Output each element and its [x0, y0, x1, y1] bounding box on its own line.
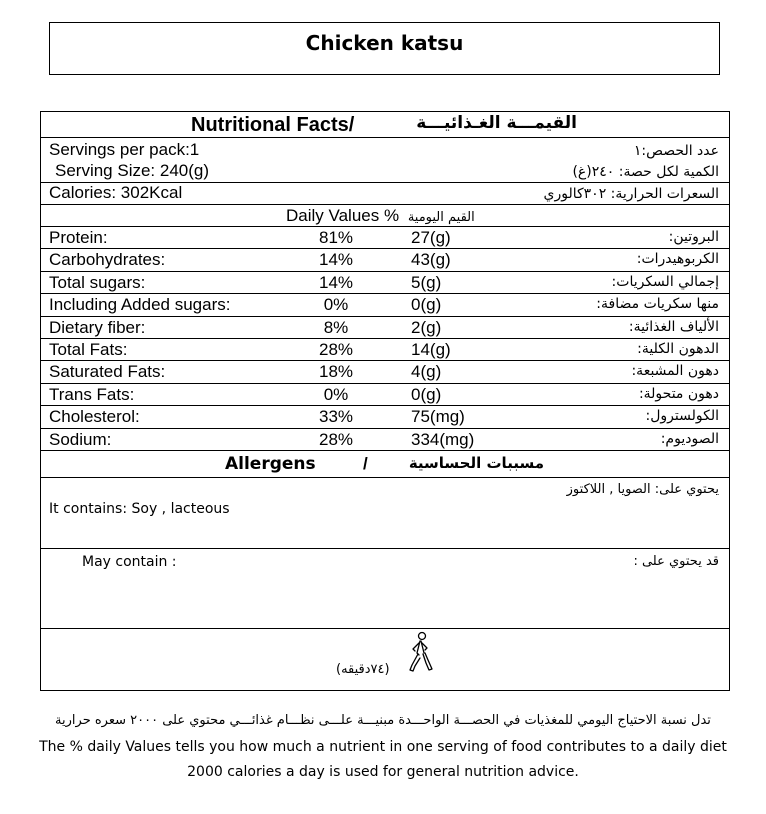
- nutrient-label: Including Added sugars:: [49, 295, 231, 315]
- nutrient-label: Total sugars:: [49, 272, 146, 292]
- nutrient-percent: 28%: [318, 429, 354, 449]
- nutrient-label: Protein:: [49, 228, 108, 247]
- nutrient-row: [41, 249, 729, 271]
- nutrient-label-ar: الكولسترول:: [645, 408, 719, 425]
- daily-values-en: Daily Values %: [286, 206, 400, 225]
- nutrient-percent: 33%: [318, 407, 354, 427]
- nutrient-row: [41, 227, 729, 249]
- may-contain: May contain :: [82, 554, 177, 570]
- nutrient-amount: 0(g): [411, 384, 442, 404]
- footer-ar: تدل نسبة الاحتياج اليومي للمغذيات في الحصـــة الواحـــدة مبنيـــة علـــى نظـــام غذائـــي محتوي على ٢٠٠٠ سعره حرارية: [55, 713, 711, 728]
- daily-values-header: [286, 207, 475, 227]
- nutrient-label-ar: الكربوهيدرات:: [636, 251, 719, 268]
- calories: Calories: 302Kcal: [49, 183, 183, 202]
- allergens-contains: It contains: Soy , lacteous: [49, 501, 230, 517]
- nutrient-percent: 81%: [318, 228, 354, 247]
- nutrient-amount: 14(g): [411, 340, 451, 359]
- nutrient-label-ar: الصوديوم:: [660, 430, 719, 447]
- nutrient-amount: 2(g): [411, 317, 442, 337]
- nutrition-table: [40, 111, 730, 691]
- calories-ar: السعرات الحرارية: ٣٠٢كالوري: [543, 186, 719, 202]
- nutrient-row: [41, 429, 729, 451]
- nutrient-row: [41, 361, 729, 383]
- nutrient-amount: 75(mg): [411, 407, 465, 427]
- nutrient-amount: 43(g): [411, 250, 451, 270]
- nutrient-label: Dietary fiber:: [49, 317, 146, 337]
- nutrient-label: Total Fats:: [49, 340, 128, 359]
- nutrient-row: [41, 294, 729, 316]
- nutrition-header-en: Nutritional Facts/: [191, 114, 355, 136]
- nutrient-amount: 27(g): [411, 228, 451, 247]
- nutrient-label-ar: البروتين:: [668, 229, 719, 245]
- nutrient-label: Trans Fats:: [49, 384, 135, 404]
- nutrient-label-ar: الدهون الكلية:: [637, 341, 719, 357]
- nutrient-amount: 0(g): [411, 295, 442, 315]
- product-title-box: [49, 22, 720, 75]
- nutrient-amount: 4(g): [411, 362, 442, 382]
- nutrient-percent: 18%: [318, 362, 354, 382]
- nutrient-label-ar: دهون متحولة:: [638, 385, 719, 402]
- allergens-title-ar: مسببات الحساسية: [408, 454, 544, 472]
- nutrient-percent: 0%: [323, 295, 349, 315]
- activity-duration: (٧٤دقيقه): [336, 662, 390, 677]
- nutrient-percent: 14%: [318, 272, 354, 292]
- allergens-slash: /: [363, 454, 368, 473]
- footer-en-line2: 2000 calories a day is used for general nutrition advice.: [187, 764, 579, 780]
- allergens-contains-ar: يحتوي على: الصويا , اللاكتوز: [566, 482, 719, 497]
- nutrient-row: [41, 339, 729, 361]
- allergens-title: Allergens: [225, 454, 316, 474]
- nutrient-percent: 8%: [323, 317, 349, 337]
- nutrient-label-ar: إجمالي السكريات:: [611, 273, 719, 290]
- serving-size-ar: الكمية لكل حصة: ٢٤٠(غ): [572, 164, 719, 180]
- may-contain-ar: قد يحتوي على :: [633, 554, 719, 569]
- nutrient-label: Carbohydrates:: [49, 250, 166, 270]
- nutrient-label: Sodium:: [49, 429, 112, 449]
- nutrient-row: [41, 272, 729, 294]
- nutrient-row: [41, 406, 729, 428]
- servings-per-pack: Servings per pack:1: [49, 140, 200, 159]
- servings-per-pack-ar: عدد الحصص:١: [633, 143, 719, 159]
- daily-values-ar: القيم اليومية: [407, 210, 475, 225]
- nutrient-label: Saturated Fats:: [49, 362, 166, 382]
- nutrition-header-ar: القيمـــة الغـذائيـــة: [416, 113, 577, 133]
- nutrient-label-ar: منها سكريات مضافة:: [596, 296, 719, 313]
- nutrient-label: Cholesterol:: [49, 407, 140, 427]
- nutrient-percent: 14%: [318, 250, 354, 270]
- footer-en-line1: The % daily Values tells you how much a nutrient in one serving of food contributes to a daily diet: [39, 739, 727, 755]
- nutrient-percent: 0%: [323, 384, 349, 404]
- nutrient-amount: 5(g): [411, 272, 442, 292]
- walking-person-icon: [407, 631, 433, 673]
- nutrient-label-ar: دهون المشبعة:: [631, 363, 719, 380]
- nutrient-row: [41, 317, 729, 339]
- product-title: Chicken katsu: [305, 31, 464, 55]
- nutrient-label-ar: الألياف الغذائية:: [628, 318, 719, 335]
- nutrient-percent: 28%: [318, 340, 354, 359]
- nutrient-row: [41, 384, 729, 406]
- nutrient-amount: 334(mg): [411, 429, 475, 449]
- serving-size: Serving Size: 240(g): [55, 161, 210, 180]
